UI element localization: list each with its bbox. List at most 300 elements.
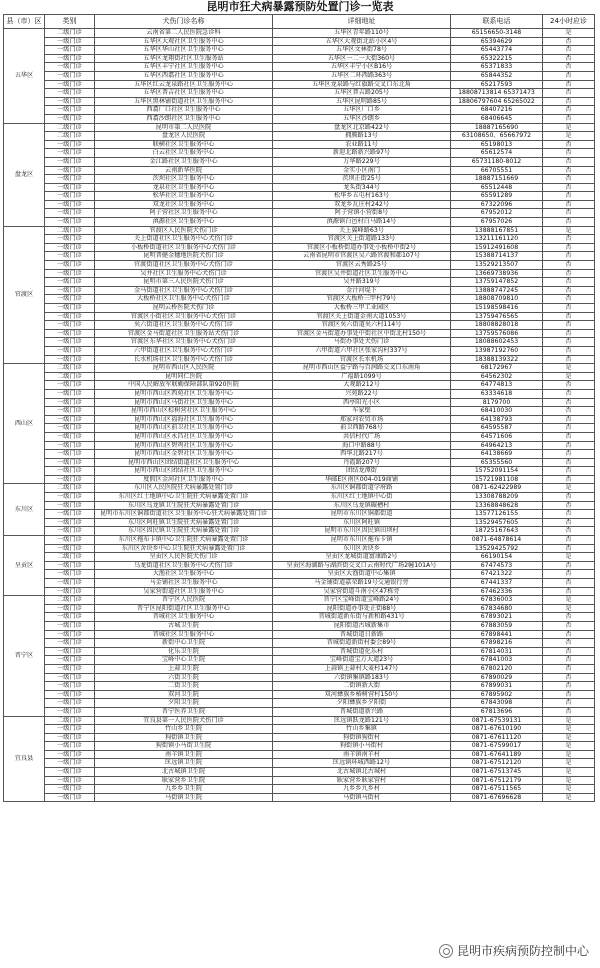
clinic-name-cell: 匡远镇卫生院 — [95, 759, 273, 768]
category-cell: 二级门诊 — [45, 226, 95, 235]
address-cell: 官渡区小板桥街道办事处小板桥中街2号 — [273, 243, 451, 252]
category-cell: 一级门诊 — [45, 475, 95, 484]
24h-cell: 否 — [543, 707, 595, 716]
category-cell: 二级门诊 — [45, 132, 95, 141]
clinic-name-cell: 官渡区人民医院犬伤门诊 — [95, 226, 273, 235]
clinic-name-cell: 东川区人民医院狂犬病暴露处置门诊 — [95, 484, 273, 493]
category-cell: 一级门诊 — [45, 561, 95, 570]
table-row — [4, 596, 595, 605]
table-row — [4, 510, 595, 519]
24h-cell: 否 — [543, 321, 595, 330]
24h-cell: 否 — [543, 355, 595, 364]
clinic-name-cell: 上蒜卫生院 — [95, 664, 273, 673]
table-row — [4, 54, 595, 63]
address-cell: 五华区普吉路205号 — [273, 89, 451, 98]
address-cell: 广福路1099号 — [273, 372, 451, 381]
category-cell: 一级门诊 — [45, 321, 95, 330]
phone-cell: 13211161120 — [451, 235, 543, 244]
24h-cell: 否 — [543, 527, 595, 536]
address-cell: 呈贡区海湖路与湖滨街交叉口云南时代广场2幢101A号 — [273, 561, 451, 570]
address-cell: 晋宁区宝峰街道宝峰路24号 — [273, 596, 451, 605]
address-cell: 东川区舍块乡 — [273, 544, 451, 553]
24h-cell: 否 — [543, 63, 595, 72]
table-row — [4, 312, 595, 321]
category-cell: 一级门诊 — [45, 587, 95, 596]
table-row — [4, 690, 595, 699]
category-cell: 一级门诊 — [45, 579, 95, 588]
address-cell: 关上翼峰路63号 — [273, 226, 451, 235]
address-cell: 五华区大观街北站小区4号 — [273, 37, 451, 46]
clinic-name-cell: 昆明市东川区铜都街道社区卫生服务中心狂犬病暴露处置门诊 — [95, 510, 273, 519]
address-cell: 昆阳街道古城新集市 — [273, 621, 451, 630]
table-row — [4, 733, 595, 742]
clinic-name-cell: 昆明市西山区前卫社区卫生服务中心 — [95, 424, 273, 433]
clinic-name-cell: 五华区红云龙泉路社区卫生服务中心 — [95, 80, 273, 89]
phone-cell: 67814031 — [451, 647, 543, 656]
table-row — [4, 218, 595, 227]
phone-cell: 67834680 — [451, 604, 543, 613]
phone-cell: 13368848628 — [451, 501, 543, 510]
phone-cell: 67836003 — [451, 596, 543, 605]
category-cell: 一级门诊 — [45, 243, 95, 252]
table-row — [4, 37, 595, 46]
category-cell: 一级门诊 — [45, 493, 95, 502]
24h-cell: 否 — [543, 192, 595, 201]
24h-cell: 是 — [543, 742, 595, 751]
phone-cell: 0871-62422989 — [451, 484, 543, 493]
category-cell: 一级门诊 — [45, 149, 95, 158]
phone-cell: 18808828018 — [451, 321, 543, 330]
address-cell: 昆明市东川区因民镇田坝村 — [273, 527, 451, 536]
category-cell: 一级门诊 — [45, 682, 95, 691]
category-cell: 一级门诊 — [45, 278, 95, 287]
address-cell: 宝峰街道宝万大道23号 — [273, 656, 451, 665]
24h-cell: 否 — [543, 329, 595, 338]
address-cell: 呈贡区大渔街道中心集镇 — [273, 570, 451, 579]
24h-cell: 是 — [543, 759, 595, 768]
24h-cell: 否 — [543, 389, 595, 398]
category-cell: 一级门诊 — [45, 209, 95, 218]
category-cell: 一级门诊 — [45, 97, 95, 106]
clinic-name-cell: 东川区乌龙镇卫生院狂犬病暴露处置门诊 — [95, 501, 273, 510]
clinic-name-cell: 联横社区卫生服务中心 — [95, 140, 273, 149]
phone-cell: 18388139322 — [451, 355, 543, 364]
clinic-name-cell: 矣六街道社区卫生服务中心犬伤门诊 — [95, 321, 273, 330]
24h-cell: 否 — [543, 613, 595, 622]
clinic-name-cell: 大板桥社区卫生服务中心犬伤门诊 — [95, 295, 273, 304]
clinic-name-cell: 宜良县第一人民医院犬伤门诊 — [95, 716, 273, 725]
clinic-name-cell: 夕阳卫生院 — [95, 699, 273, 708]
table-row — [4, 286, 595, 295]
category-cell: 一级门诊 — [45, 759, 95, 768]
address-cell: 南羊镇南羊村 — [273, 750, 451, 759]
category-cell: 二级门诊 — [45, 716, 95, 725]
address-cell: 昆明市东川区铜都街道 — [273, 510, 451, 519]
phone-cell: 67843098 — [451, 699, 543, 708]
phone-cell: 18808713814 65371473 — [451, 89, 543, 98]
address-cell: 晋城街道新东街与新和路431号 — [273, 613, 451, 622]
24h-cell: 否 — [543, 450, 595, 459]
category-cell: 二级门诊 — [45, 484, 95, 493]
clinic-name-cell: 阿子营社区卫生服务中心 — [95, 209, 273, 218]
24h-cell: 否 — [543, 80, 595, 89]
phone-cell: 15198598416 — [451, 304, 543, 313]
phone-cell: 67813696 — [451, 707, 543, 716]
table-row — [4, 389, 595, 398]
category-cell: 一级门诊 — [45, 450, 95, 459]
category-cell: 一级门诊 — [45, 699, 95, 708]
table-row — [4, 329, 595, 338]
table-row — [4, 776, 595, 785]
phone-cell: 65512448 — [451, 183, 543, 192]
phone-cell: 64138669 — [451, 450, 543, 459]
address-cell: 六甲街道六甲社区张家沟村337号 — [273, 346, 451, 355]
district-cell: 宜良县 — [4, 716, 45, 802]
24h-cell: 是 — [543, 725, 595, 734]
clinic-name-cell: 五华区丰宁社区卫生服务中心 — [95, 63, 273, 72]
category-cell: 一级门诊 — [45, 424, 95, 433]
clinic-name-cell: 官渡街道社区卫生服务中心犬伤门诊 — [95, 261, 273, 270]
phone-cell: 68406645 — [451, 114, 543, 123]
address-cell: 茨坝正街25号 — [273, 175, 451, 184]
address-cell: 昆明市西山区益宁路与百润路交叉口东南角 — [273, 364, 451, 373]
category-cell: 一级门诊 — [45, 183, 95, 192]
category-cell: 一级门诊 — [45, 329, 95, 338]
phone-cell: 0871-67610190 — [451, 725, 543, 734]
category-cell: 一级门诊 — [45, 785, 95, 794]
clinic-name-cell: 五华区普吉社区卫生服务中心 — [95, 89, 273, 98]
phone-cell: 67898441 — [451, 630, 543, 639]
24h-cell: 否 — [543, 664, 595, 673]
category-cell: 一级门诊 — [45, 338, 95, 347]
24h-cell: 否 — [543, 218, 595, 227]
phone-cell: 65731180-8012 — [451, 157, 543, 166]
table-row — [4, 725, 595, 734]
table-row — [4, 630, 595, 639]
address-cell: 二街镇新大街 — [273, 682, 451, 691]
district-cell: 呈贡区 — [4, 536, 45, 596]
24h-cell: 是 — [543, 750, 595, 759]
24h-cell: 否 — [543, 278, 595, 287]
table-row — [4, 587, 595, 596]
24h-cell: 是 — [543, 733, 595, 742]
phone-cell: 67474573 — [451, 561, 543, 570]
24h-cell: 否 — [543, 570, 595, 579]
address-cell: 五华区丰宁小区B16号 — [273, 63, 451, 72]
24h-cell: 否 — [543, 37, 595, 46]
category-cell: 一级门诊 — [45, 63, 95, 72]
table-row — [4, 140, 595, 149]
category-cell: 一级门诊 — [45, 157, 95, 166]
table-row — [4, 252, 595, 261]
category-cell: 二级门诊 — [45, 596, 95, 605]
phone-cell: 15752091154 — [451, 467, 543, 476]
category-cell: 一级门诊 — [45, 630, 95, 639]
category-cell: 一级门诊 — [45, 295, 95, 304]
clinic-name-cell: 东川区因民镇卫生院狂犬病暴露处置门诊 — [95, 527, 273, 536]
address-cell: 共信村代广场 — [273, 432, 451, 441]
address-cell: 九乡乡九乡村 — [273, 785, 451, 794]
category-cell: 一级门诊 — [45, 673, 95, 682]
address-cell: 马街办事处犬伤门诊 — [273, 338, 451, 347]
phone-cell: 18088602453 — [451, 338, 543, 347]
clinic-name-cell: 吴家营街道社区卫生服务中心 — [95, 587, 273, 596]
clinic-name-cell: 马街镇卫生院 — [95, 793, 273, 802]
24h-cell: 否 — [543, 441, 595, 450]
table-row — [4, 71, 595, 80]
table-row — [4, 278, 595, 287]
table-row — [4, 553, 595, 562]
table-row — [4, 114, 595, 123]
24h-cell: 是 — [543, 123, 595, 132]
category-cell: 一级门诊 — [45, 467, 95, 476]
category-cell: 一级门诊 — [45, 536, 95, 545]
address-cell: 西亭阳光小区 — [273, 398, 451, 407]
phone-cell: 13669738936 — [451, 269, 543, 278]
24h-cell: 是 — [543, 716, 595, 725]
24h-cell: 否 — [543, 346, 595, 355]
table-row — [4, 157, 595, 166]
address-cell: 呈贡区龙城街道富康路2号 — [273, 553, 451, 562]
24h-cell: 否 — [543, 467, 595, 476]
address-cell: 丹霞路207号 — [273, 458, 451, 467]
24h-cell: 否 — [543, 647, 595, 656]
clinic-name-cell: 白云社区卫生服务中心 — [95, 149, 273, 158]
clinic-name-cell: 西翥厂口社区卫生服务中心 — [95, 106, 273, 115]
clinic-name-cell: 度假区金河社区卫生服务中心 — [95, 475, 273, 484]
phone-cell: 13308788209 — [451, 493, 543, 502]
24h-cell: 否 — [543, 175, 595, 184]
phone-cell: 0871-64878614 — [451, 536, 543, 545]
phone-cell: 65156650-3148 — [451, 29, 543, 38]
category-cell: 一级门诊 — [45, 286, 95, 295]
24h-cell: 否 — [543, 579, 595, 588]
category-cell: 一级门诊 — [45, 346, 95, 355]
clinic-name-cell: 晋宁区人民医院 — [95, 596, 273, 605]
address-cell: 西华北路217号 — [273, 450, 451, 459]
category-cell: 一级门诊 — [45, 89, 95, 98]
table-row — [4, 544, 595, 553]
address-cell: 五华区文林街78号 — [273, 46, 451, 55]
clinic-name-cell: 昆明市西山区棕树营社区卫生服务中心 — [95, 407, 273, 416]
table-row — [4, 475, 595, 484]
clinic-name-cell: 乌龙街道社区卫生服务中心犬伤门诊 — [95, 561, 273, 570]
address-cell: 官渡区吴井街道社区卫生服务中心 — [273, 269, 451, 278]
phone-cell: 65844352 — [451, 71, 543, 80]
address-cell: 松华乡五屯村163号 — [273, 192, 451, 201]
clinic-name-cell: 官渡区东华社区卫生服务中心犬伤门诊 — [95, 338, 273, 347]
category-cell: 一级门诊 — [45, 398, 95, 407]
address-cell: 匡远镇环城西路12号 — [273, 759, 451, 768]
table-row — [4, 664, 595, 673]
clinic-name-cell: 吴井社区卫生服务中心犬伤门诊 — [95, 269, 273, 278]
24h-cell: 是 — [543, 132, 595, 141]
address-cell: 狗街镇小马街村 — [273, 742, 451, 751]
phone-cell: 65591289 — [451, 192, 543, 201]
address-cell: 双河彝族乡椿树营村150号 — [273, 690, 451, 699]
address-cell: 夕阳彝族乡夕阳街 — [273, 699, 451, 708]
address-cell: 滇源镇白邑村白马路14号 — [273, 218, 451, 227]
table-row — [4, 80, 595, 89]
clinic-name-cell: 昆明市西山区人民医院 — [95, 364, 273, 373]
address-cell: 官渡区云秀路25号 — [273, 261, 451, 270]
phone-cell: 13888747245 — [451, 286, 543, 295]
clinic-name-cell: 五华区大观社区卫生服务中心 — [95, 37, 273, 46]
phone-cell: 68407216 — [451, 106, 543, 115]
table-row — [4, 424, 595, 433]
clinic-name-cell: 五华区黑林铺街道社区卫生服务中心 — [95, 97, 273, 106]
24h-cell: 否 — [543, 200, 595, 209]
phone-cell: 64138793 — [451, 415, 543, 424]
category-cell: 一级门诊 — [45, 613, 95, 622]
category-cell: 一级门诊 — [45, 742, 95, 751]
watermark — [436, 941, 592, 960]
category-cell: 一级门诊 — [45, 140, 95, 149]
24h-cell: 否 — [543, 295, 595, 304]
24h-cell: 否 — [543, 183, 595, 192]
category-cell: 一级门诊 — [45, 656, 95, 665]
phone-cell: 67952012 — [451, 209, 543, 218]
24h-cell: 是 — [543, 372, 595, 381]
table-row — [4, 89, 595, 98]
header-24h: 24小时应诊 — [543, 15, 595, 29]
24h-cell: 否 — [543, 312, 595, 321]
table-row — [4, 200, 595, 209]
phone-cell: 0871-67512179 — [451, 776, 543, 785]
address-cell: 龙头街344号 — [273, 183, 451, 192]
category-cell: 一级门诊 — [45, 518, 95, 527]
phone-cell: 18887165690 — [451, 123, 543, 132]
table-row — [4, 768, 595, 777]
phone-cell: 13759147852 — [451, 278, 543, 287]
table-row — [4, 166, 595, 175]
wechat-logo-icon — [439, 944, 453, 958]
clinic-name-cell: 竹山乡卫生院 — [95, 725, 273, 734]
address-cell: 东川区铜都街道学府路 — [273, 484, 451, 493]
address-cell: 北古城镇北古城村 — [273, 768, 451, 777]
clinic-name-cell: 小板桥街道社区卫生服务中心犬伤门诊 — [95, 243, 273, 252]
table-row — [4, 372, 595, 381]
clinic-name-cell: 茨坝社区卫生服务中心 — [95, 175, 273, 184]
address-cell: 匡远镇跃龙路121号 — [273, 716, 451, 725]
table-row — [4, 415, 595, 424]
clinic-name-cell: 化乐卫生院 — [95, 647, 273, 656]
address-cell: 华邮E区南区004-019商铺 — [273, 475, 451, 484]
address-cell: 五华区沙朗乡 — [273, 114, 451, 123]
category-cell: 一级门诊 — [45, 80, 95, 89]
category-cell: 一级门诊 — [45, 621, 95, 630]
address-cell: 前卫西路768号 — [273, 424, 451, 433]
clinic-name-cell: 昆明市西山区碧鸡社区卫生服务中心 — [95, 441, 273, 450]
category-cell: 二级门诊 — [45, 553, 95, 562]
clinic-name-cell: 金马街道社区卫生服务中心犬伤门诊 — [95, 286, 273, 295]
table-row — [4, 484, 595, 493]
phone-cell: 13987192760 — [451, 346, 543, 355]
24h-cell: 是 — [543, 604, 595, 613]
address-cell: 兴苑路22号 — [273, 389, 451, 398]
clinic-name-cell: 东川区阿旺镇卫生院狂犬病暴露处置门诊 — [95, 518, 273, 527]
category-cell: 一级门诊 — [45, 415, 95, 424]
clinic-name-cell: 五华区龙翔街社区卫生服务站 — [95, 54, 273, 63]
24h-cell: 是 — [543, 793, 595, 802]
category-cell: 一级门诊 — [45, 175, 95, 184]
24h-cell: 否 — [543, 699, 595, 708]
category-cell: 一级门诊 — [45, 664, 95, 673]
clinic-name-cell: 晋宁医养卫生院 — [95, 707, 273, 716]
address-cell: 东川区乌龙镇碾槽村 — [273, 501, 451, 510]
table-row — [4, 97, 595, 106]
address-cell: 上蒜镇上蒜村大麦村147号 — [273, 664, 451, 673]
24h-cell: 否 — [543, 656, 595, 665]
table-row — [4, 192, 595, 201]
clinic-name-cell: 北古城镇卫生院 — [95, 768, 273, 777]
24h-cell: 否 — [543, 587, 595, 596]
table-row — [4, 226, 595, 235]
24h-cell: 是 — [543, 776, 595, 785]
24h-cell: 否 — [543, 269, 595, 278]
category-cell: 一级门诊 — [45, 218, 95, 227]
phone-cell: 18808709810 — [451, 295, 543, 304]
table-body — [4, 29, 595, 802]
table-row — [4, 269, 595, 278]
address-cell: 耿家营乡耿家营村 — [273, 776, 451, 785]
category-cell: 一级门诊 — [45, 355, 95, 364]
phone-cell: 18887151669 — [451, 175, 543, 184]
24h-cell: 否 — [543, 106, 595, 115]
category-cell: 二级门诊 — [45, 29, 95, 38]
phone-cell: 67883059 — [451, 621, 543, 630]
category-cell: 一级门诊 — [45, 647, 95, 656]
table-row — [4, 604, 595, 613]
address-cell: 云南省昆明市官渡区吴六路官渡和郡107号 — [273, 252, 451, 261]
table-row — [4, 518, 595, 527]
address-cell: 农业路11号 — [273, 140, 451, 149]
phone-cell: 15388714137 — [451, 252, 543, 261]
category-cell: 一级门诊 — [45, 381, 95, 390]
phone-cell: 67895902 — [451, 690, 543, 699]
clinic-name-cell: 昆明市西山区团结社区卫生服务中心 — [95, 467, 273, 476]
address-cell: 五华区青年路110号 — [273, 29, 451, 38]
address-cell: 官渡区关上街道金南大道1053号 — [273, 312, 451, 321]
clinic-name-cell: 六街卫生院 — [95, 673, 273, 682]
clinic-name-cell: 西翥沙朗社区卫生服务中心 — [95, 114, 273, 123]
table-row — [4, 639, 595, 648]
category-cell: 一级门诊 — [45, 304, 95, 313]
clinic-name-cell: 昆明市西山区马街社区卫生服务中心 — [95, 398, 273, 407]
24h-cell: 是 — [543, 596, 595, 605]
table-row — [4, 656, 595, 665]
address-cell: 官渡区长水机场 — [273, 355, 451, 364]
address-cell: 晋城街道化乐村 — [273, 647, 451, 656]
clinic-name-cell: 滇源社区卫生服务中心 — [95, 218, 273, 227]
clinic-name-cell: 晋城社区卫生服务中心 — [95, 613, 273, 622]
address-cell: 官渡区金马街道办事处中街社区中街北村150号 — [273, 329, 451, 338]
table-row — [4, 46, 595, 55]
clinic-name-cell: 昆明云桥医院犬伤门诊 — [95, 304, 273, 313]
category-cell: 一级门诊 — [45, 312, 95, 321]
address-cell: 狗街镇狗街村 — [273, 733, 451, 742]
address-cell: 五华区昆明路85号 — [273, 97, 451, 106]
24h-cell: 是 — [543, 553, 595, 562]
district-cell: 东川区 — [4, 484, 45, 536]
category-cell: 一级门诊 — [45, 707, 95, 716]
category-cell: 一级门诊 — [45, 200, 95, 209]
clinic-name-cell: 新街中心卫生院 — [95, 639, 273, 648]
address-cell: 郑家河农贸市场 — [273, 415, 451, 424]
clinic-name-cell: 二街卫生院 — [95, 682, 273, 691]
24h-cell: 否 — [543, 690, 595, 699]
clinic-name-cell: 昆明市西山区西苑社区卫生服务中心 — [95, 389, 273, 398]
